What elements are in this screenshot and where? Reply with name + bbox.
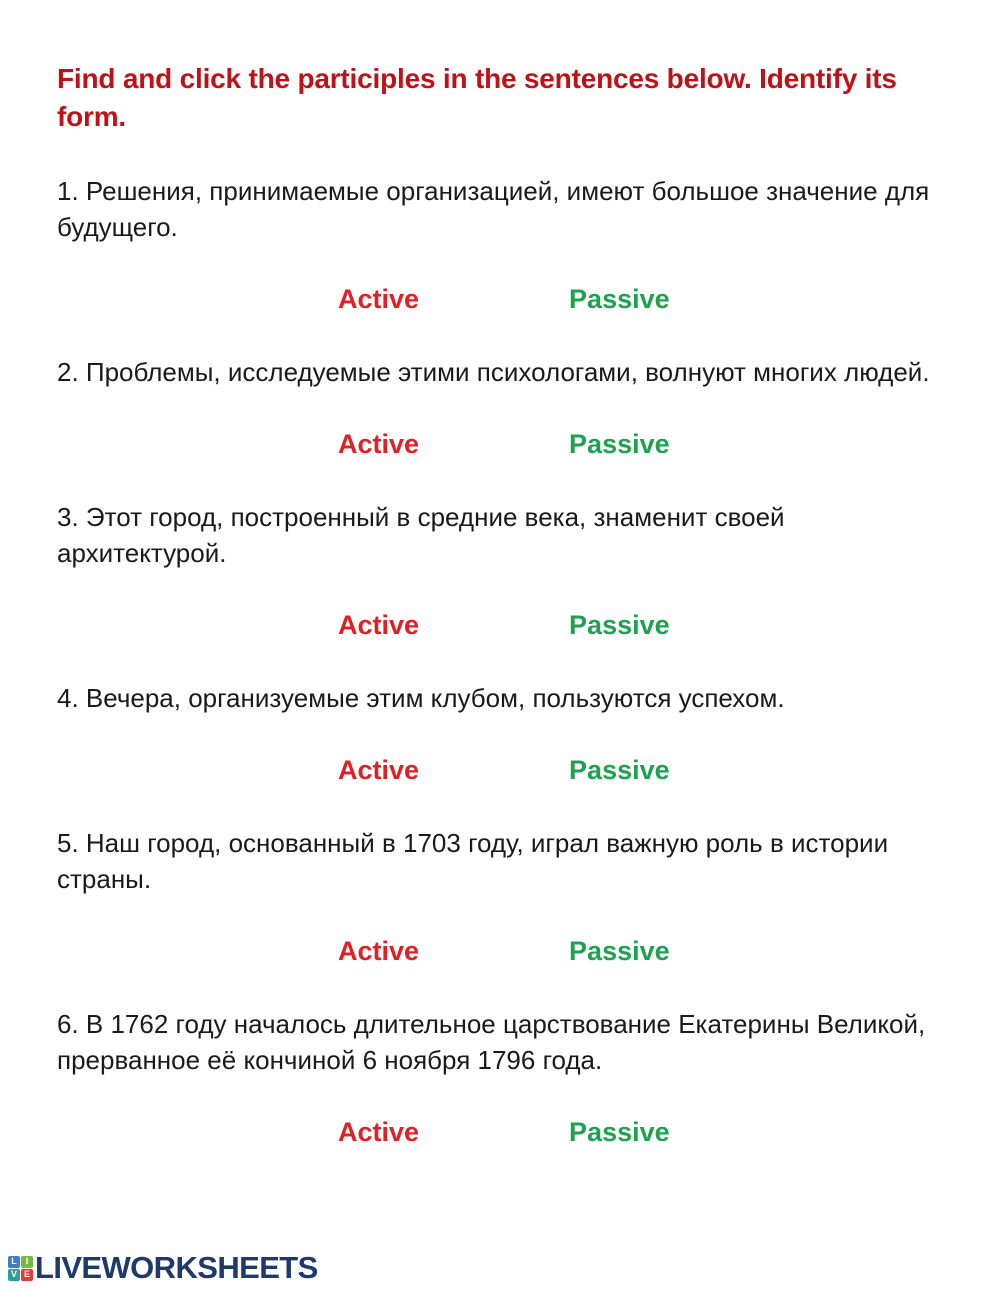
question-5-choices [57, 933, 937, 969]
liveworksheets-logo[interactable] [8, 1250, 318, 1286]
question-2-choices [57, 426, 937, 462]
passive-choice-q4[interactable]: Passive [569, 755, 670, 785]
question-block-5 [57, 825, 937, 969]
active-choice-q5[interactable]: Active [338, 936, 420, 966]
question-3-choices [57, 607, 937, 643]
logo-letter-e: E [21, 1269, 33, 1281]
question-4-sentence[interactable]: 4. Вечера, организуемые этим клубом, пользуются успехом. [57, 683, 785, 713]
question-1-choices [57, 281, 937, 317]
passive-choice-q1[interactable]: Passive [569, 284, 670, 314]
liveworksheets-icon [8, 1256, 33, 1281]
active-choice-q6[interactable]: Active [338, 1117, 420, 1147]
liveworksheets-wordmark: LIVEWORKSHEETS [35, 1250, 318, 1285]
worksheet-page [57, 0, 937, 1150]
question-block-4 [57, 680, 937, 788]
question-2-sentence[interactable]: 2. Проблемы, исследуемые этими психологами, волнуют многих людей. [57, 357, 930, 387]
question-5-sentence[interactable]: 5. Наш город, основанный в 1703 году, играл важную роль в истории страны. [57, 828, 889, 894]
question-6-sentence[interactable]: 6. В 1762 году началось длительное царствование Екатерины Великой, прерванное её кончиной 6 ноября 1796 года. [57, 1009, 926, 1075]
passive-choice-q5[interactable]: Passive [569, 936, 670, 966]
active-choice-q2[interactable]: Active [338, 429, 420, 459]
passive-choice-q2[interactable]: Passive [569, 429, 670, 459]
passive-choice-q3[interactable]: Passive [569, 610, 670, 640]
logo-letter-v: V [8, 1269, 20, 1281]
active-choice-q3[interactable]: Active [338, 610, 420, 640]
passive-choice-q6[interactable]: Passive [569, 1117, 670, 1147]
active-choice-q1[interactable]: Active [338, 284, 420, 314]
question-block-6 [57, 1006, 937, 1150]
question-4-choices [57, 752, 937, 788]
question-block-3 [57, 499, 937, 643]
logo-letter-l: L [8, 1256, 20, 1268]
active-choice-q4[interactable]: Active [338, 755, 420, 785]
question-block-2 [57, 354, 937, 462]
question-1-sentence[interactable]: 1. Решения, принимаемые организацией, имеют большое значение для будущего. [57, 176, 930, 242]
question-6-choices [57, 1114, 937, 1150]
question-block-1 [57, 173, 937, 317]
worksheet-title: Find and click the participles in the sentences below. Identify its form. [57, 63, 897, 132]
logo-letter-i: I [21, 1256, 33, 1268]
question-3-sentence[interactable]: 3. Этот город, построенный в средние века, знаменит своей архитектурой. [57, 502, 785, 568]
